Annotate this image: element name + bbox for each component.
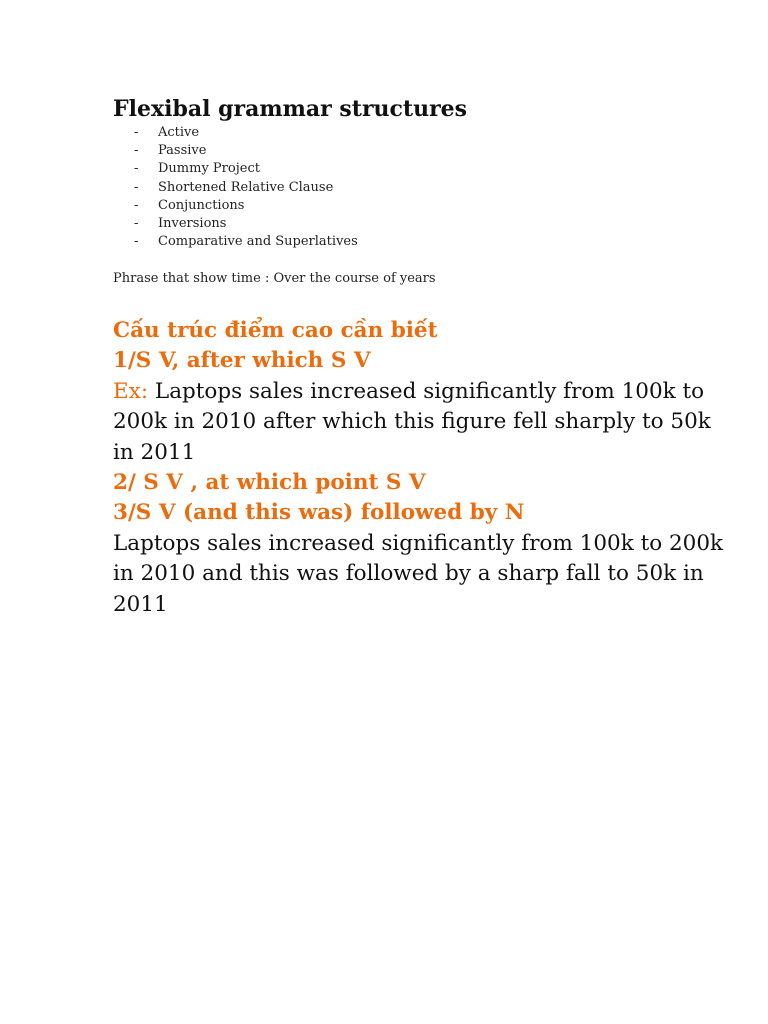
list-item [113,215,358,233]
section-title: Cấu trúc điểm cao cần biết [113,318,438,343]
bullet-dash: - [134,234,139,250]
high-score-structures-section [113,316,733,620]
bullet-dash: - [134,161,139,177]
example-3-text: Laptops sales increased significantly from 100k to 200k in 2010 and this was followed by a sharp fall to 50k in 2011 [113,530,724,617]
list-item [113,124,358,142]
list-item [113,197,358,215]
list-item [113,160,358,178]
list-item-label: Comparative and Superlatives [158,234,358,250]
list-item-label: Dummy Project [158,161,260,177]
grammar-structure-list [113,124,358,251]
structure-3: 3/S V (and this was) followed by N [113,500,525,526]
list-item-label: Inversions [158,216,227,232]
time-phrase-note: Phrase that show time : Over the course of years [113,271,436,286]
structure-2: 2/ S V , at which point S V [113,470,426,496]
list-item [113,179,358,197]
example-label: Ex: [113,378,149,404]
structure-1: 1/S V, after which S V [113,348,371,374]
list-item [113,233,358,251]
bullet-dash: - [134,179,139,195]
list-item [113,142,358,160]
bullet-dash: - [134,125,139,140]
example-1-text: Laptops sales increased significantly from 100k to 200k in 2010 after which this figure fell sharply to 50k in 2011 [113,378,711,465]
bullet-dash: - [134,197,139,213]
list-item-label: Conjunctions [158,197,245,213]
example-1-paragraph [113,377,733,468]
bullet-dash: - [134,143,139,159]
list-item-label: Active [158,125,200,140]
list-item-label: Passive [158,143,207,159]
bullet-dash: - [134,216,139,232]
list-item-label: Shortened Relative Clause [158,179,334,195]
page-title: Flexibal grammar structures [113,96,468,122]
